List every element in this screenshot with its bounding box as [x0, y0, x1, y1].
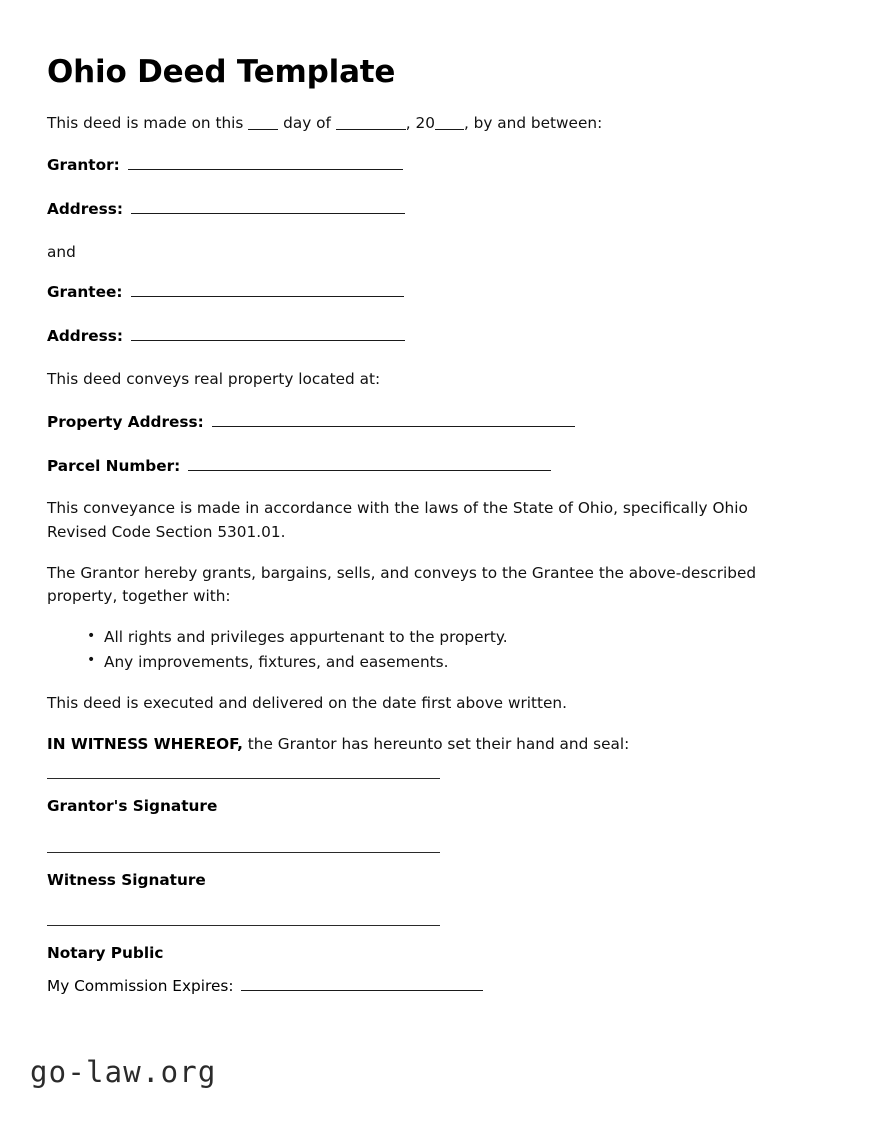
commission-expires-label: My Commission Expires: [47, 976, 234, 995]
grant-paragraph: The Grantor hereby grants, bargains, sells, and conveys to the Grantee the above-described property, together with: [47, 563, 757, 606]
intro-text-part2: day of [278, 113, 336, 132]
signature-group-grantor [47, 778, 787, 817]
list-item: • Any improvements, fixtures, and easements. [87, 651, 787, 674]
year-blank[interactable] [435, 129, 464, 130]
field-grantee [47, 280, 787, 304]
commission-expires-blank[interactable] [241, 974, 483, 991]
field-label-property-address: Property Address: [47, 412, 204, 431]
intro-paragraph [47, 112, 787, 135]
rights-list [47, 626, 787, 674]
intro-text-part3: , 20 [405, 113, 435, 132]
parcel-number-input-blank[interactable] [188, 453, 551, 470]
grantee-address-input-blank[interactable] [131, 324, 405, 341]
intro-text-part1: This deed is made on this [47, 113, 249, 132]
grantee-input-blank[interactable] [131, 280, 404, 297]
list-item: • All rights and privileges appurtenant to the property. [87, 626, 787, 649]
notary-signature-line[interactable] [47, 925, 440, 926]
day-blank[interactable] [248, 129, 278, 130]
notary-public-caption: Notary Public [47, 944, 164, 963]
execution-line: This deed is executed and delivered on the date first above written. [47, 693, 567, 712]
field-label-grantee: Grantee: [47, 283, 123, 302]
grantor-signature-caption: Grantor's Signature [47, 797, 218, 816]
field-grantor-address [47, 197, 787, 221]
field-label-grantor: Grantor: [47, 156, 120, 175]
witness-clause [47, 733, 787, 756]
month-blank[interactable] [336, 129, 406, 130]
site-watermark: go-law.org [30, 1055, 217, 1089]
field-grantee-address [47, 324, 787, 348]
property-address-input-blank[interactable] [212, 409, 575, 426]
commission-expires-row [47, 974, 787, 998]
signature-block [47, 778, 787, 997]
connector-and: and [47, 242, 76, 261]
field-parcel-number [47, 453, 787, 477]
conveyance-paragraph: This conveyance is made in accordance with the laws of the State of Ohio, specifically Ohio Revised Code Section 5301.01. [47, 499, 748, 541]
grantor-input-blank[interactable] [128, 153, 403, 170]
witness-signature-caption: Witness Signature [47, 870, 206, 889]
signature-group-notary [47, 925, 787, 997]
field-label-grantee-address: Address: [47, 327, 123, 346]
field-grantor [47, 153, 787, 177]
intro-text-part4: , by and between: [463, 113, 603, 132]
grantor-address-input-blank[interactable] [131, 197, 405, 214]
field-label-parcel-number: Parcel Number: [47, 456, 181, 475]
witness-signature-line[interactable] [47, 852, 440, 853]
document-content [47, 55, 787, 1032]
witness-clause-rest: the Grantor has hereunto set their hand and seal: [242, 735, 630, 754]
page-title: Ohio Deed Template [47, 54, 396, 90]
signature-group-witness [47, 852, 787, 891]
field-label-grantor-address: Address: [47, 200, 123, 219]
grantor-signature-line[interactable] [47, 778, 440, 779]
conveys-line: This deed conveys real property located at: [47, 370, 381, 389]
field-property-address [47, 409, 787, 433]
witness-clause-lead: IN WITNESS WHEREOF, [47, 735, 243, 754]
